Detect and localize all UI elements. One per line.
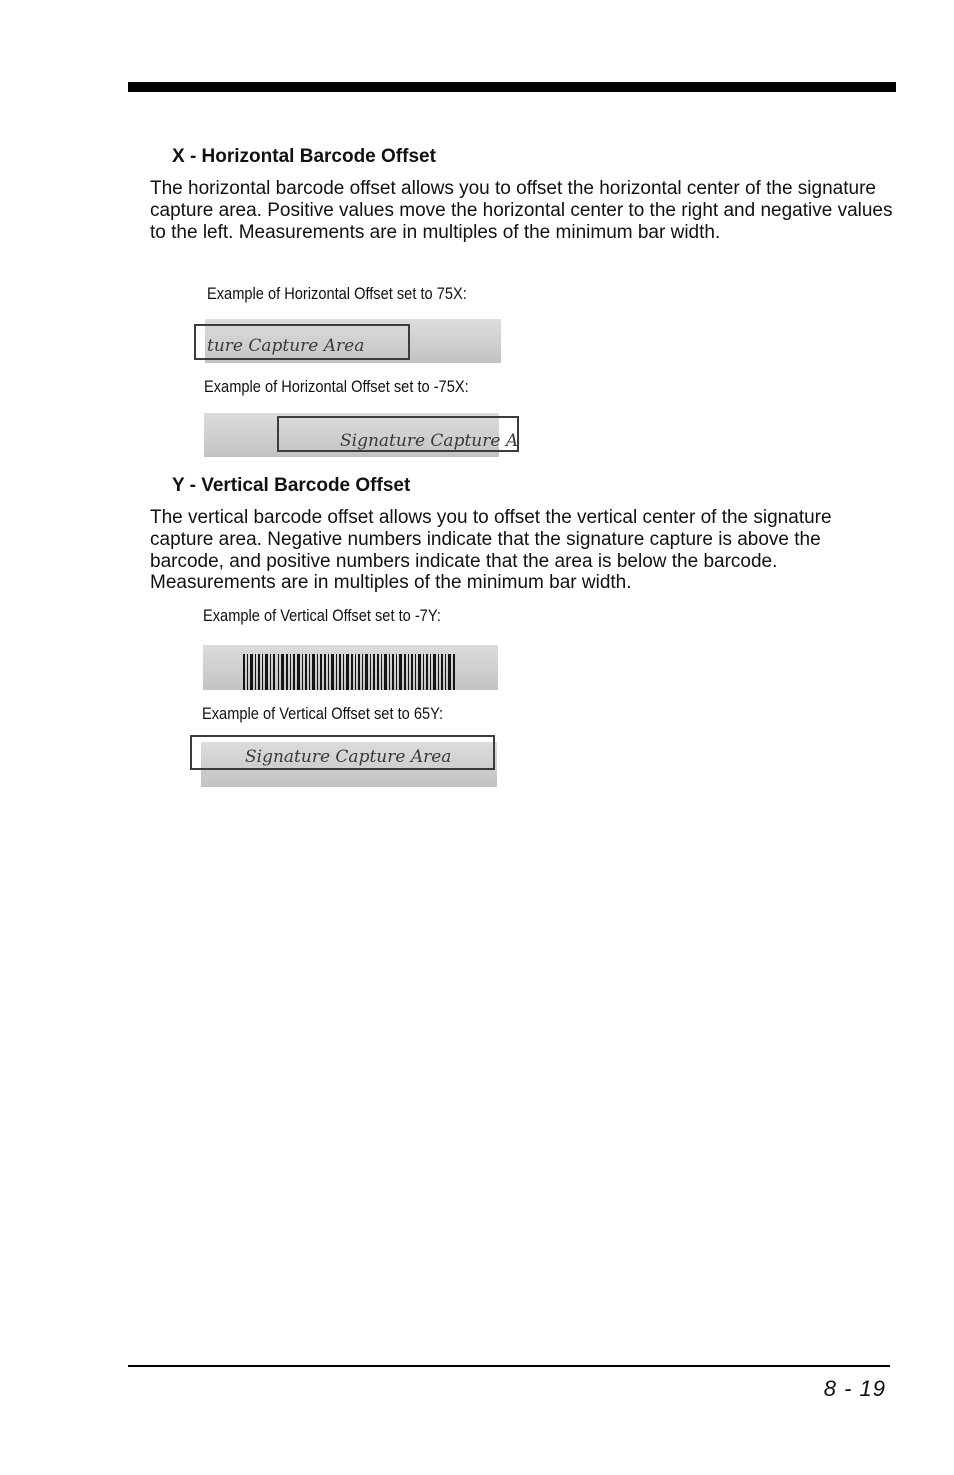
example-vertical-65y-image-text: Signature Capture Area [245,747,452,767]
example-vertical-neg7y-caption: Example of Vertical Offset set to -7Y: [203,606,441,625]
example-horizontal-75x-image-text: ture Capture Area [207,336,365,356]
example-vertical-neg7y-image [203,645,498,690]
example-vertical-65y-caption: Example of Vertical Offset set to 65Y: [202,704,444,723]
section-x-heading: X - Horizontal Barcode Offset [172,146,436,167]
section-y-body: The vertical barcode offset allows you to offset the vertical center of the signature capture area. Negative numbers indicate that the signature capture is above the barcode, and positive numbers indicate that the area is below the barcode. Measurements are in multiples of the minimum bar width. [150,507,832,594]
barcode-graphic [203,645,498,690]
page-number: 8 - 19 [823,1376,886,1401]
section-y-heading: Y - Vertical Barcode Offset [172,475,411,496]
example-horizontal-neg75x-caption: Example of Horizontal Offset set to -75X: [204,377,469,396]
example-horizontal-75x-image [205,319,501,363]
example-horizontal-75x-caption: Example of Horizontal Offset set to 75X: [207,284,467,303]
top-rule [128,82,896,92]
example-vertical-65y-image [201,742,497,787]
bottom-rule [128,1365,890,1367]
section-x-body: The horizontal barcode offset allows you to offset the horizontal center of the signature capture area. Positive values move the horizontal center to the right and negative values to the left. Measurements are in multiples of the minimum bar width. [150,178,893,243]
example-horizontal-neg75x-image-text: Signature Capture A [340,431,519,451]
example-horizontal-neg75x-image [204,413,519,457]
